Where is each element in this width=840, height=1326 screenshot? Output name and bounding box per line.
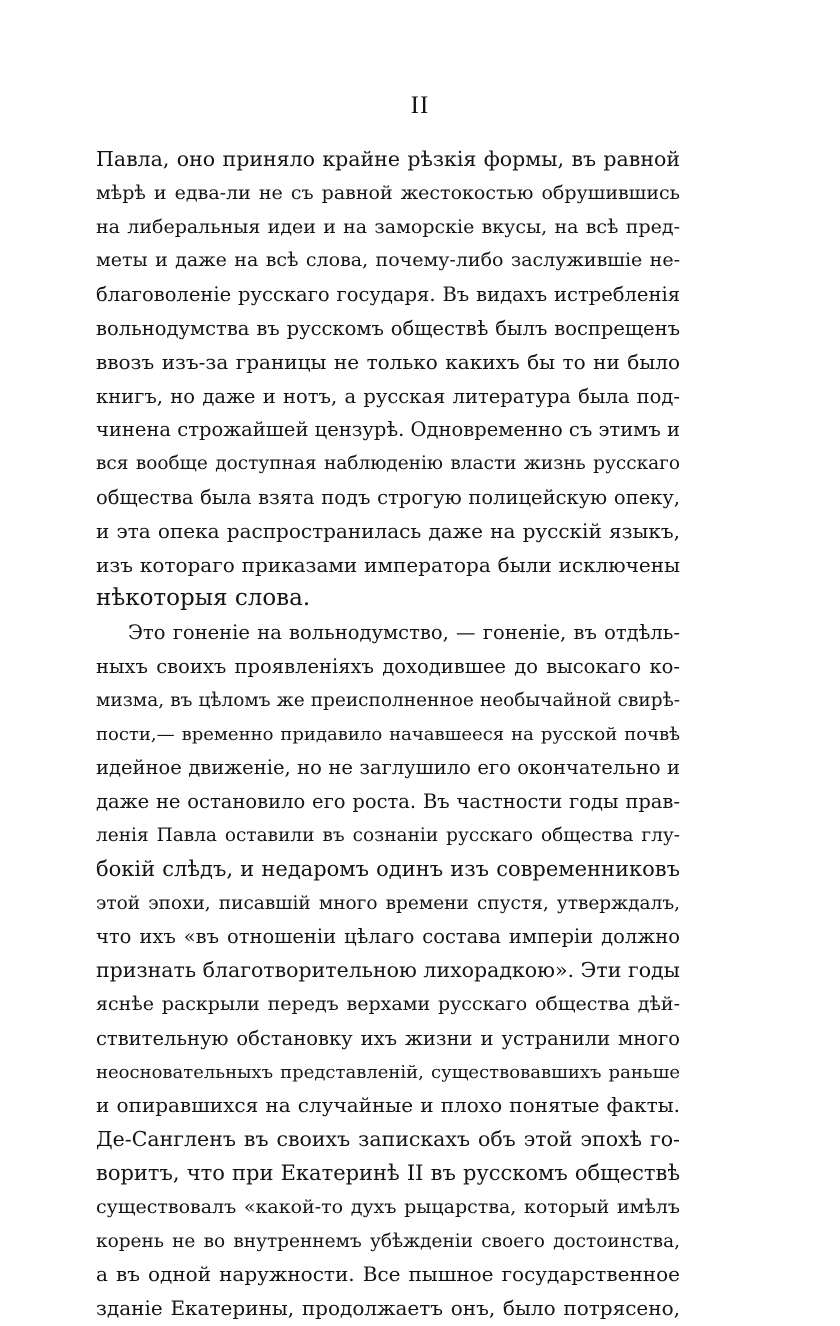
text-line: зданіе Екатерины, продолжаетъ онъ, было потрясено, (96, 1296, 680, 1321)
text-line: благоволеніе русскаго государя. Въ видахъ истребленія (96, 283, 680, 307)
text-line: воритъ, что при Екатеринѣ II въ русскомъ обществѣ (96, 1160, 680, 1185)
text-line: Павла, оно приняло крайне рѣзкія формы, въ равной (96, 147, 680, 171)
text-line: и опиравшихся на случайные и плохо понятые факты. (96, 1093, 680, 1118)
text-line: ввозъ изъ-за границы не только какихъ бы то ни было (96, 349, 680, 374)
text-line: чинена строжайшей цензурѣ. Одновременно съ этимъ и (96, 418, 680, 442)
paragraph-1 (96, 143, 680, 616)
text-line: ленія Павла оставили въ сознаніи русскаго общества глу- (96, 824, 680, 846)
text-line: меты и даже на всѣ слова, почему-либо заслужившіе не- (96, 249, 680, 272)
text-line: общества была взята подъ строгую полицейскую опеку, (96, 485, 680, 509)
text-line: яснѣе раскрыли передъ верхами русскаго общества дѣй- (96, 992, 680, 1015)
paragraph-2 (96, 616, 680, 1326)
text-line: этой эпохи, писавшій много времени спустя, утверждалъ, (96, 892, 680, 914)
text-line: вольнодумства въ русскомъ обществѣ былъ воспрещенъ (96, 316, 680, 340)
body-text (96, 143, 680, 1326)
text-line: и эта опека распространилась даже на русскій языкъ, (96, 518, 680, 543)
text-line: изъ котораго приказами императора были исключены (96, 552, 680, 577)
text-line: нѣкоторыя слова. (96, 585, 311, 612)
text-line: ныхъ своихъ проявленіяхъ доходившее до высокаго ко- (96, 654, 680, 678)
text-line: книгъ, но даже и нотъ, а русская литература была под- (96, 384, 680, 408)
text-line: неосновательныхъ представленій, существовавшихъ раньше (96, 1061, 680, 1083)
text-line: даже не остановило его роста. Въ частности годы прав- (96, 790, 680, 814)
text-line: ствительную обстановку ихъ жизни и устранили много (96, 1026, 680, 1050)
text-line: корень не во внутреннемъ убѣжденіи своего достоинства, (96, 1230, 680, 1252)
page-number: II (410, 92, 430, 119)
text-line: Де-Сангленъ въ своихъ запискахъ объ этой эпохѣ го- (96, 1127, 680, 1152)
text-line: мизма, въ цѣломъ же преисполненное необычайной свирѣ- (96, 689, 680, 711)
text-line: мѣрѣ и едва-ли не съ равной жестокостью обрушившись (96, 181, 680, 204)
text-line: на либеральныя идеи и на заморскіе вкусы, на всѣ пред- (96, 215, 680, 238)
text-line: существовалъ «какой-то духъ рыцарства, который имѣлъ (96, 1195, 680, 1218)
text-line: вся вообще доступная наблюденію власти жизнь русскаго (96, 453, 680, 475)
text-line: что ихъ «въ отношеніи цѣлаго состава имперіи должно (96, 925, 680, 949)
text-line: признать благотворительною лихорадкою». Эти годы (96, 958, 680, 983)
text-line: Это гоненіе на вольнодумство, — гоненіе, въ отдѣль- (128, 621, 680, 645)
text-line: бокій слѣдъ, и недаромъ одинъ изъ современниковъ (96, 856, 680, 881)
text-line: идейное движеніе, но не заглушило его окончательно и (96, 756, 680, 780)
text-line: пости,— временно придавило начавшееся на русской почвѣ (96, 723, 680, 745)
text-line: а въ одной наружности. Все пышное государственное (96, 1262, 680, 1287)
